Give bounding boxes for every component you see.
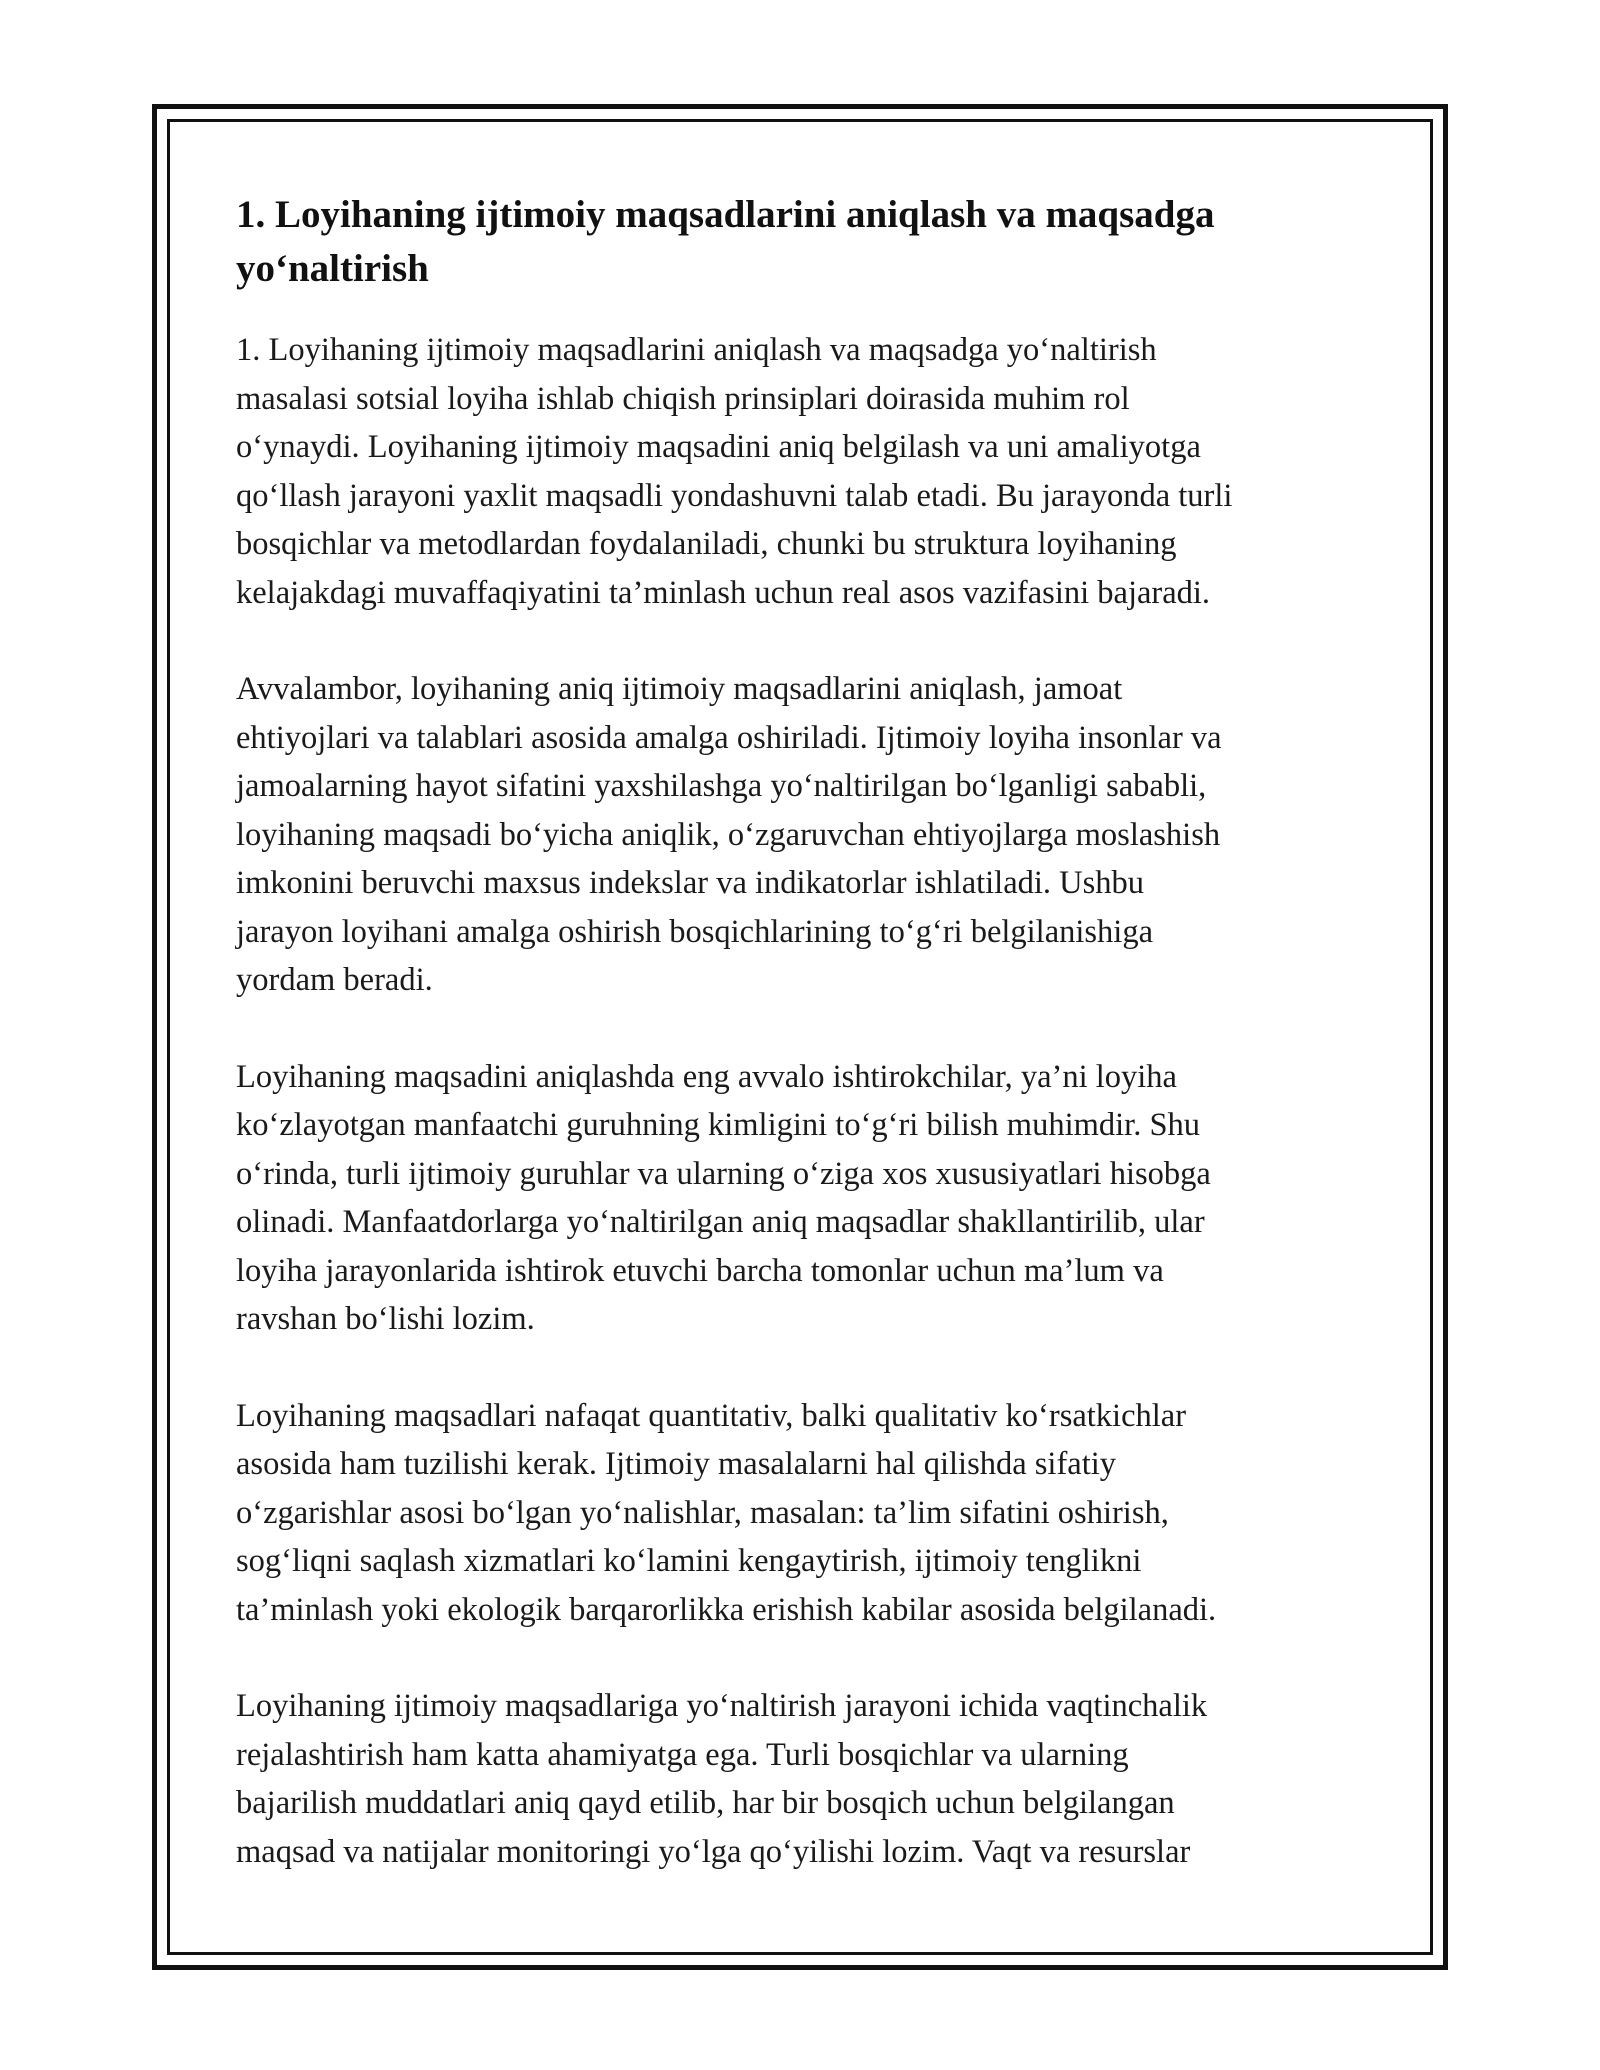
paragraph-line: o‘rinda, turli ijtimoiy guruhlar va ularning o‘ziga xos xususiyatlari hisobga — [236, 1155, 1211, 1192]
paragraph-line: bajarilish muddatlari aniq qayd etilib, har bir bosqich uchun belgilangan — [236, 1785, 1175, 1821]
paragraph-line: ravshan bo‘lishi lozim. — [236, 1301, 535, 1337]
paragraph-line: Avvalambor, loyihaning aniq ijtimoiy maqsadlarini aniqlash, jamoat — [236, 671, 1123, 707]
paragraph-3 — [236, 1053, 1376, 1344]
paragraph-line: masalasi sotsial loyiha ishlab chiqish prinsiplari doirasida muhim rol — [236, 380, 1130, 417]
paragraph-line: 1. Loyihaning ijtimoiy maqsadlarini aniqlash va maqsadga yo‘naltirish — [236, 332, 1157, 368]
paragraph-1 — [236, 326, 1376, 617]
paragraph-line: yordam beradi. — [236, 962, 433, 998]
paragraph-line: ehtiyojlari va talablari asosida amalga oshiriladi. Ijtimoiy loyiha insonlar va — [236, 719, 1222, 756]
paragraph-line: o‘zgarishlar asosi bo‘lgan yo‘nalishlar, masalan: ta’lim sifatini oshirish, — [236, 1494, 1169, 1531]
paragraph-line: Loyihaning maqsadini aniqlashda eng avvalo ishtirokchilar, ya’ni loyiha — [236, 1058, 1177, 1095]
paragraph-line: rejalashtirish ham katta ahamiyatga ega. Turli bosqichlar va ularning — [236, 1736, 1129, 1773]
paragraph-line: loyihaning maqsadi bo‘yicha aniqlik, o‘zgaruvchan ehtiyojlarga moslashish — [236, 816, 1221, 853]
paragraph-line: imkonini beruvchi maxsus indekslar va indikatorlar ishlatiladi. Ushbu — [236, 865, 1145, 901]
paragraph-line: Loyihaning ijtimoiy maqsadlariga yo‘naltirish jarayoni ichida vaqtinchalik — [236, 1688, 1208, 1724]
paragraph-4 — [236, 1392, 1376, 1635]
paragraph-line: o‘ynaydi. Loyihaning ijtimoiy maqsadini aniq belgilash va uni amaliyotga — [236, 429, 1201, 465]
paragraph-line: Loyihaning maqsadlari nafaqat quantitativ, balki qualitativ ko‘rsatkichlar — [236, 1397, 1187, 1434]
paragraph-line: maqsad va natijalar monitoringi yo‘lga qo‘yilishi lozim. Vaqt va resurslar — [236, 1833, 1191, 1870]
document-title-line: 1. Loyihaning ijtimoiy maqsadlarini aniqlash va maqsadga — [236, 193, 1215, 236]
paragraph-line: jamoalarning hayot sifatini yaxshilashga yo‘naltirilgan bo‘lganligi sababli, — [236, 768, 1207, 804]
paragraph-5 — [236, 1682, 1376, 1876]
paragraph-line: ta’minlash yoki ekologik barqarorlikka erishish kabilar asosida belgilanadi. — [236, 1591, 1217, 1628]
document-body — [236, 188, 1376, 1924]
paragraph-line: jarayon loyihani amalga oshirish bosqichlarining to‘g‘ri belgilanishiga — [236, 913, 1154, 950]
paragraph-line: asosida ham tuzilishi kerak. Ijtimoiy masalalarni hal qilishda sifatiy — [236, 1446, 1117, 1482]
paragraph-line: sog‘liqni saqlash xizmatlari ko‘lamini kengaytirish, ijtimoiy tenglikni — [236, 1543, 1142, 1579]
document-title-line: yo‘naltirish — [236, 247, 429, 290]
paragraph-line: qo‘llash jarayoni yaxlit maqsadli yondashuvni talab etadi. Bu jarayonda turli — [236, 477, 1233, 514]
paragraph-line: bosqichlar va metodlardan foydalaniladi, chunki bu struktura loyihaning — [236, 526, 1177, 562]
paragraph-line: loyiha jarayonlarida ishtirok etuvchi barcha tomonlar uchun ma’lum va — [236, 1252, 1164, 1289]
document-title — [236, 188, 1376, 296]
paragraph-line: olinadi. Manfaatdorlarga yo‘naltirilgan aniq maqsadlar shakllantirilib, ular — [236, 1204, 1205, 1240]
paragraph-line: kelajakdagi muvaffaqiyatini ta’minlash uchun real asos vazifasini bajaradi. — [236, 574, 1211, 611]
paragraph-line: ko‘zlayotgan manfaatchi guruhning kimligini to‘g‘ri bilish muhimdir. Shu — [236, 1107, 1201, 1143]
paragraph-2 — [236, 665, 1376, 1005]
